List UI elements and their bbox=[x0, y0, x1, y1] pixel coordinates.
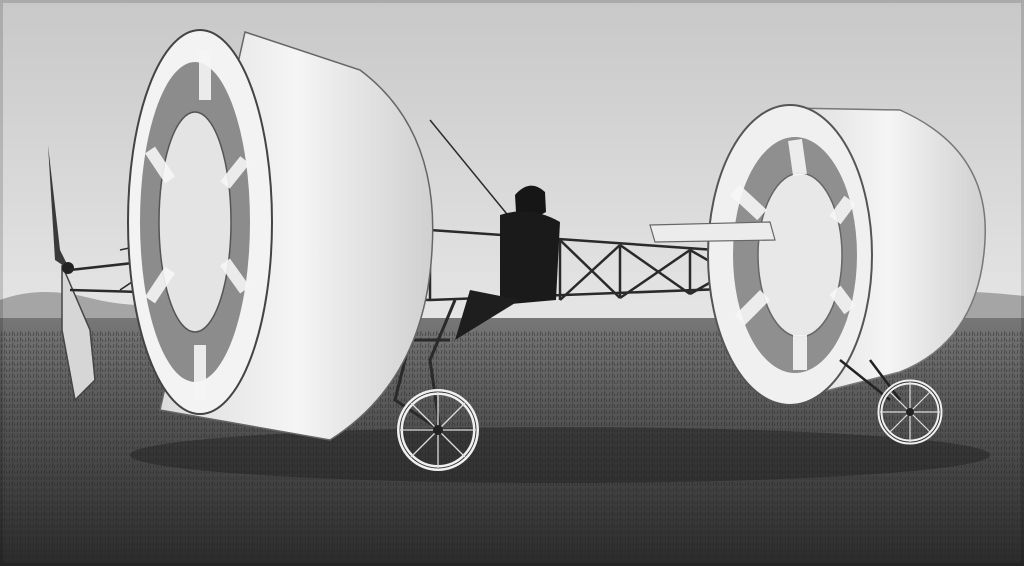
front-wheel bbox=[400, 392, 476, 468]
ground-shadow bbox=[130, 427, 990, 483]
tailplane bbox=[650, 222, 775, 242]
